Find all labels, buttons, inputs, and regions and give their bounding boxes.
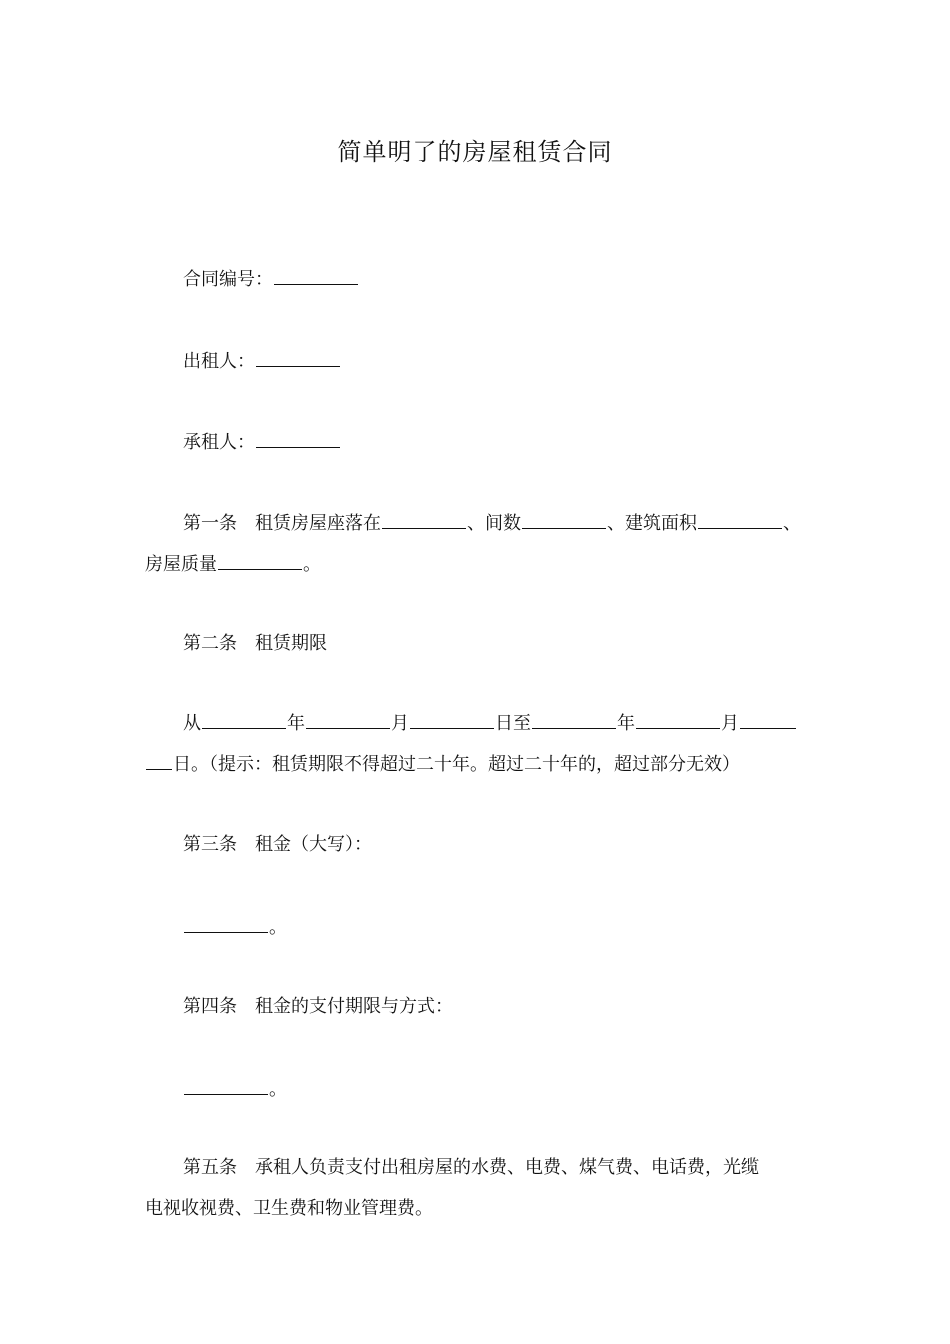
contract-number-blank[interactable] <box>274 265 358 285</box>
article-5-number: 第五条 <box>183 1157 237 1178</box>
article-3-end: 。 <box>269 917 287 938</box>
location-blank[interactable] <box>382 509 466 529</box>
area-label: 、建筑面积 <box>607 513 697 534</box>
article-2-number: 第二条 <box>183 633 237 654</box>
month-label-2: 月 <box>721 713 739 734</box>
rooms-blank[interactable] <box>522 509 606 529</box>
article-1-line-1 <box>183 509 801 537</box>
article-1-heading: 租赁房屋座落在 <box>255 513 381 534</box>
article-5-line-1 <box>183 1155 759 1181</box>
contract-number-line <box>183 265 359 293</box>
article-5-text-1: 承租人负责支付出租房屋的水费、电费、煤气费、电话费，光缆 <box>255 1157 759 1178</box>
end-day-blank-part-1[interactable] <box>740 709 796 729</box>
article-4-heading-line <box>183 994 453 1020</box>
start-month-blank[interactable] <box>306 709 390 729</box>
year-label-1: 年 <box>287 713 305 734</box>
article-5-text-2: 电视收视费、卫生费和物业管理费。 <box>145 1198 433 1219</box>
separator: 、 <box>783 513 801 534</box>
lessee-label: 承租人： <box>183 432 255 453</box>
month-label-1: 月 <box>391 713 409 734</box>
area-blank[interactable] <box>698 509 782 529</box>
payment-method-blank[interactable] <box>184 1075 268 1095</box>
article-4-blank-line <box>183 1075 287 1103</box>
day-to-label: 日至 <box>495 713 531 734</box>
lessee-blank[interactable] <box>256 428 340 448</box>
lessor-blank[interactable] <box>256 347 340 367</box>
article-3-number: 第三条 <box>183 834 237 855</box>
lessor-line <box>183 347 341 375</box>
page-title: 简单明了的房屋租赁合同 <box>337 138 613 166</box>
article-1-line-2 <box>145 550 321 578</box>
start-day-blank[interactable] <box>410 709 494 729</box>
from-label: 从 <box>183 713 201 734</box>
contract-number-label: 合同编号： <box>183 269 273 290</box>
article-2-line-2 <box>145 750 740 778</box>
quality-blank[interactable] <box>218 550 302 570</box>
start-year-blank[interactable] <box>202 709 286 729</box>
article-4-number: 第四条 <box>183 996 237 1017</box>
article-1-number: 第一条 <box>183 513 237 534</box>
article-2-heading: 租赁期限 <box>255 633 327 654</box>
quality-label: 房屋质量 <box>145 554 217 575</box>
end-year-blank[interactable] <box>532 709 616 729</box>
end-day-blank-part-2[interactable] <box>146 750 172 770</box>
article-4-end: 。 <box>269 1079 287 1100</box>
article-1-end: 。 <box>303 554 321 575</box>
article-5-line-2 <box>145 1196 433 1222</box>
lessee-line <box>183 428 341 456</box>
rooms-label: 、间数 <box>467 513 521 534</box>
year-label-2: 年 <box>617 713 635 734</box>
article-2-note: 日。（提示：租赁期限不得超过二十年。超过二十年的，超过部分无效） <box>173 754 740 775</box>
article-3-heading-line <box>183 832 372 858</box>
article-4-heading: 租金的支付期限与方式： <box>255 996 453 1017</box>
article-2-line-1 <box>183 709 797 737</box>
end-month-blank[interactable] <box>636 709 720 729</box>
article-2-heading-line <box>183 631 327 657</box>
lessor-label: 出租人： <box>183 351 255 372</box>
rent-amount-blank[interactable] <box>184 913 268 933</box>
article-3-blank-line <box>183 913 287 941</box>
article-3-heading: 租金（大写）： <box>255 834 372 855</box>
